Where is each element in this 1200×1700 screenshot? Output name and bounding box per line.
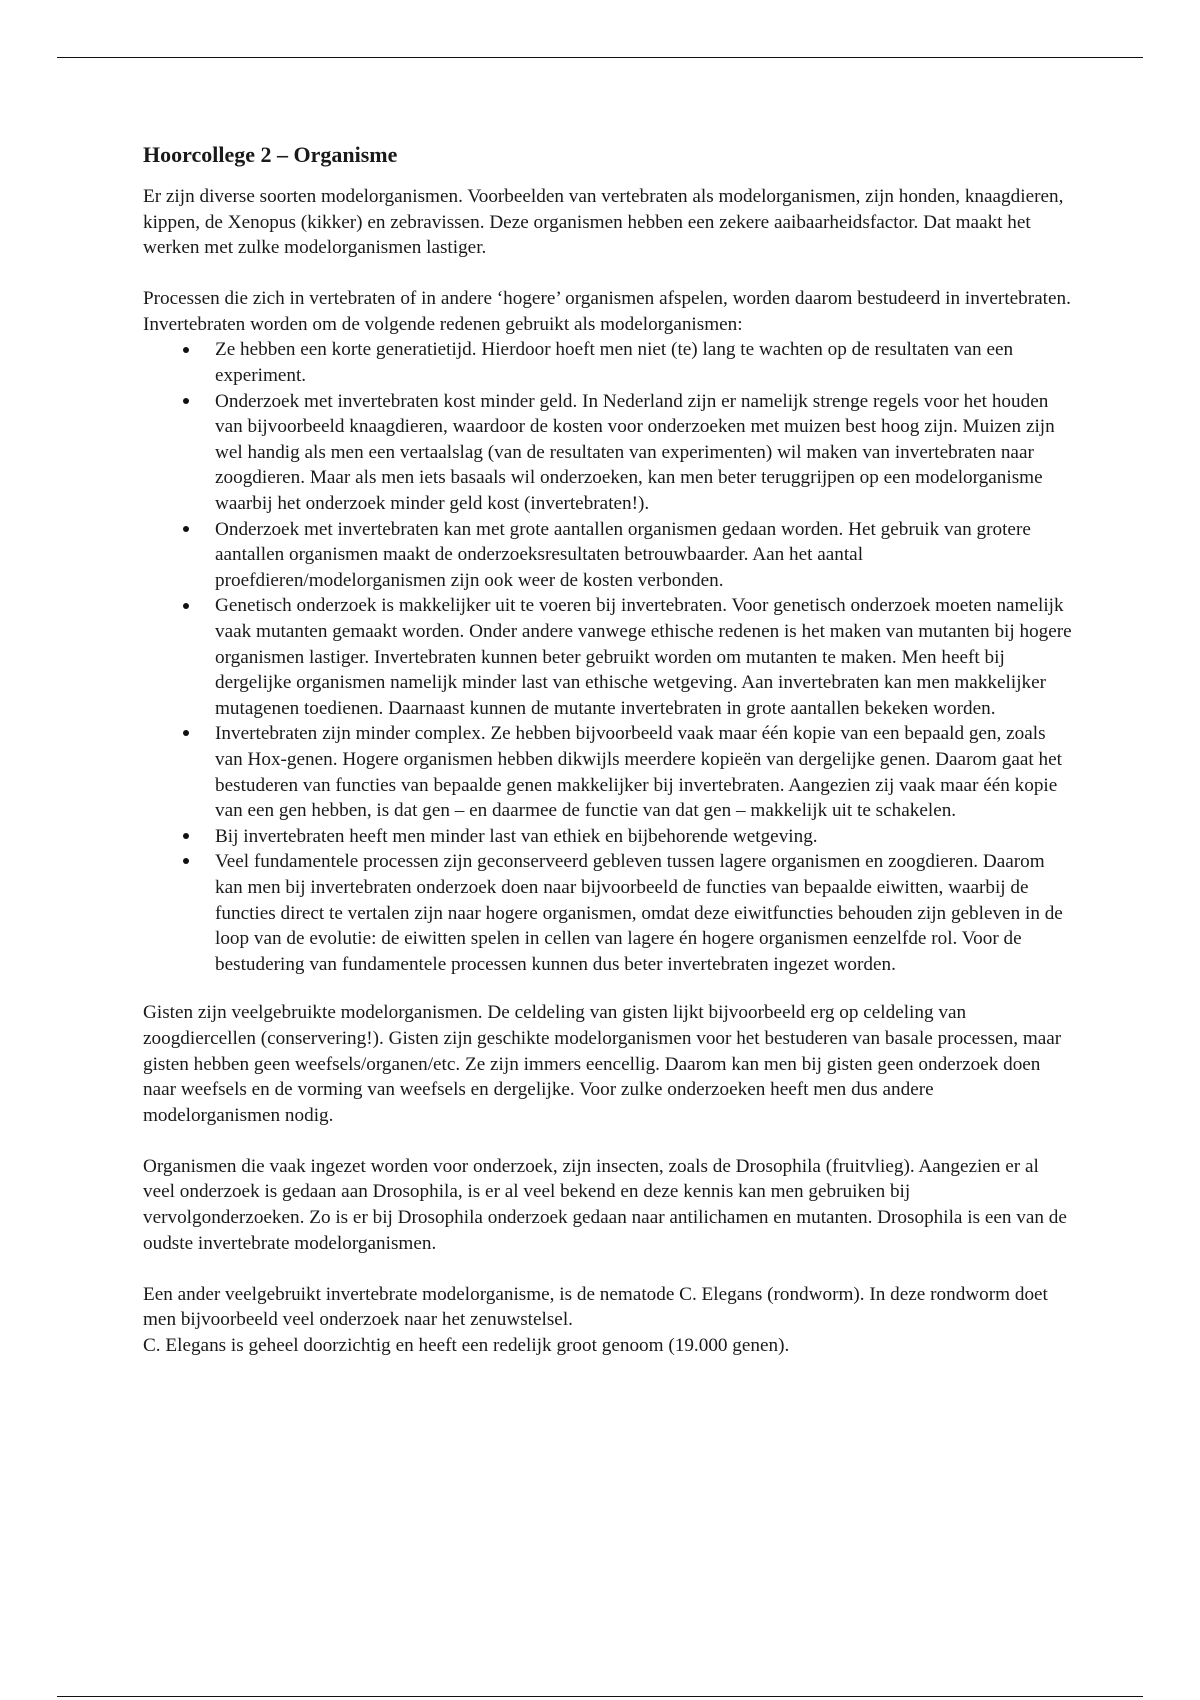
- bullet-icon: [181, 337, 191, 363]
- bullet-icon: [181, 517, 191, 543]
- list-item: Onderzoek met invertebraten kan met grote aantallen organismen gedaan worden. Het gebruik van grotere aantallen organismen maakt de onderzoeksresultaten betrouwbaarder. Aan het aantal proefdieren/modelorganismen zijn ook weer de kosten verbonden.: [143, 517, 1073, 594]
- bottom-rule: [57, 1696, 1143, 1697]
- bullet-icon: [181, 824, 191, 850]
- list-item: Invertebraten zijn minder complex. Ze hebben bijvoorbeeld vaak maar één kopie van een bepaald gen, zoals van Hox-genen. Hogere organismen hebben dikwijls meerdere kopieën van dergelijke genen. Daarom gaat het bestuderen van functies van bepaalde genen makkelijker bij invertebraten. Aangezien zij vaak maar één kopie van een gen hebben, is dat gen – en daarmee de functie van dat gen – makkelijk uit te schakelen.: [143, 721, 1073, 823]
- document-body: [143, 140, 1073, 1358]
- list-item: Ze hebben een korte generatietijd. Hierdoor hoeft men niet (te) lang te wachten op de resultaten van een experiment.: [143, 337, 1073, 388]
- bullet-icon: [181, 721, 191, 747]
- list-item: Onderzoek met invertebraten kost minder geld. In Nederland zijn er namelijk strenge regels voor het houden van bijvoorbeeld knaagdieren, waardoor de kosten voor onderzoeken met muizen best hoog zijn. Muizen zijn wel handig als men een vertaalslag (van de resultaten van experimenten) wil maken van invertebraten naar zoogdieren. Maar als men iets basaals wil onderzoeken, kan men beter teruggrijpen op een modelorganisme waarbij het onderzoek minder geld kost (invertebraten!).: [143, 389, 1073, 517]
- paragraph-elegans-line-1: Een ander veelgebruikt invertebrate modelorganisme, is de nematode C. Elegans (rondworm). In deze rondworm doet men bijvoorbeeld veel onderzoek naar het zenuwstelsel.: [143, 1283, 1048, 1331]
- top-rule: [57, 57, 1143, 58]
- paragraph-gisten: Gisten zijn veelgebruikte modelorganismen. De celdeling van gisten lijkt bijvoorbeeld erg op celdeling van zoogdiercellen (conservering!). Gisten zijn geschikte modelorganismen voor het bestuderen van basale processen, maar gisten hebben geen weefsels/organen/etc. Ze zijn immers eencellig. Daarom kan men bij gisten geen onderzoek doen naar weefsels en de vorming van weefsels en dergelijke. Voor zulke onderzoeken heeft men dus andere modelorganismen nodig.: [143, 1002, 1062, 1126]
- bullet-icon: [181, 389, 191, 415]
- paragraph-elegans: [143, 1282, 1073, 1359]
- paragraph-processes: Processen die zich in vertebraten of in andere ‘hogere’ organismen afspelen, worden daarom bestudeerd in invertebraten. Invertebraten worden om de volgende redenen gebruikt als modelorganismen:: [143, 288, 1071, 335]
- paragraph-drosophila: Organismen die vaak ingezet worden voor onderzoek, zijn insecten, zoals de Drosophila (fruitvlieg). Aangezien er al veel onderzoek is gedaan aan Drosophila, is er al veel bekend en deze kennis kan men gebruiken bij vervolgonderzoeken. Zo is er bij Drosophila onderzoek gedaan naar antilichamen en mutanten. Drosophila is een van de oudste invertebrate modelorganismen.: [143, 1155, 1067, 1254]
- list-item: Genetisch onderzoek is makkelijker uit te voeren bij invertebraten. Voor genetisch onderzoek moeten namelijk vaak mutanten gemaakt worden. Onder andere vanwege ethische redenen is het maken van mutanten bij hogere organismen lastiger. Invertebraten kunnen beter gebruikt worden om mutanten te maken. Men heeft bij dergelijke organismen namelijk minder last van ethische wetgeving. Aan invertebraten kan men makkelijker mutagenen toedienen. Daarnaast kunnen de mutante invertebraten in grote aantallen bekeken worden.: [143, 593, 1073, 721]
- list-item: Bij invertebraten heeft men minder last van ethiek en bijbehorende wetgeving.: [143, 824, 1073, 850]
- bullet-icon: [181, 593, 191, 619]
- reasons-list: [143, 337, 1073, 977]
- list-item: Veel fundamentele processen zijn geconserveerd gebleven tussen lagere organismen en zoogdieren. Daarom kan men bij invertebraten onderzoek doen naar bijvoorbeeld de functies van bepaalde eiwitten, waarbij de functies direct te vertalen zijn naar hogere organismen, omdat deze eiwitfuncties behouden zijn gebleven in de loop van de evolutie: de eiwitten spelen in cellen van lagere én hogere organismen eenzelfde rol. Voor de bestudering van fundamentele processen kunnen dus beter invertebraten ingezet worden.: [143, 849, 1073, 977]
- paragraph-intro: Er zijn diverse soorten modelorganismen. Voorbeelden van vertebraten als modelorganismen, zijn honden, knaagdieren, kippen, de Xenopus (kikker) en zebravissen. Deze organismen hebben een zekere aaibaarheidsfactor. Dat maakt het werken met zulke modelorganismen lastiger.: [143, 186, 1064, 259]
- bullet-icon: [181, 849, 191, 875]
- page-title: Hoorcollege 2 – Organisme: [143, 142, 398, 167]
- paragraph-elegans-line-2: C. Elegans is geheel doorzichtig en heeft een redelijk groot genoom (19.000 genen).: [143, 1334, 790, 1356]
